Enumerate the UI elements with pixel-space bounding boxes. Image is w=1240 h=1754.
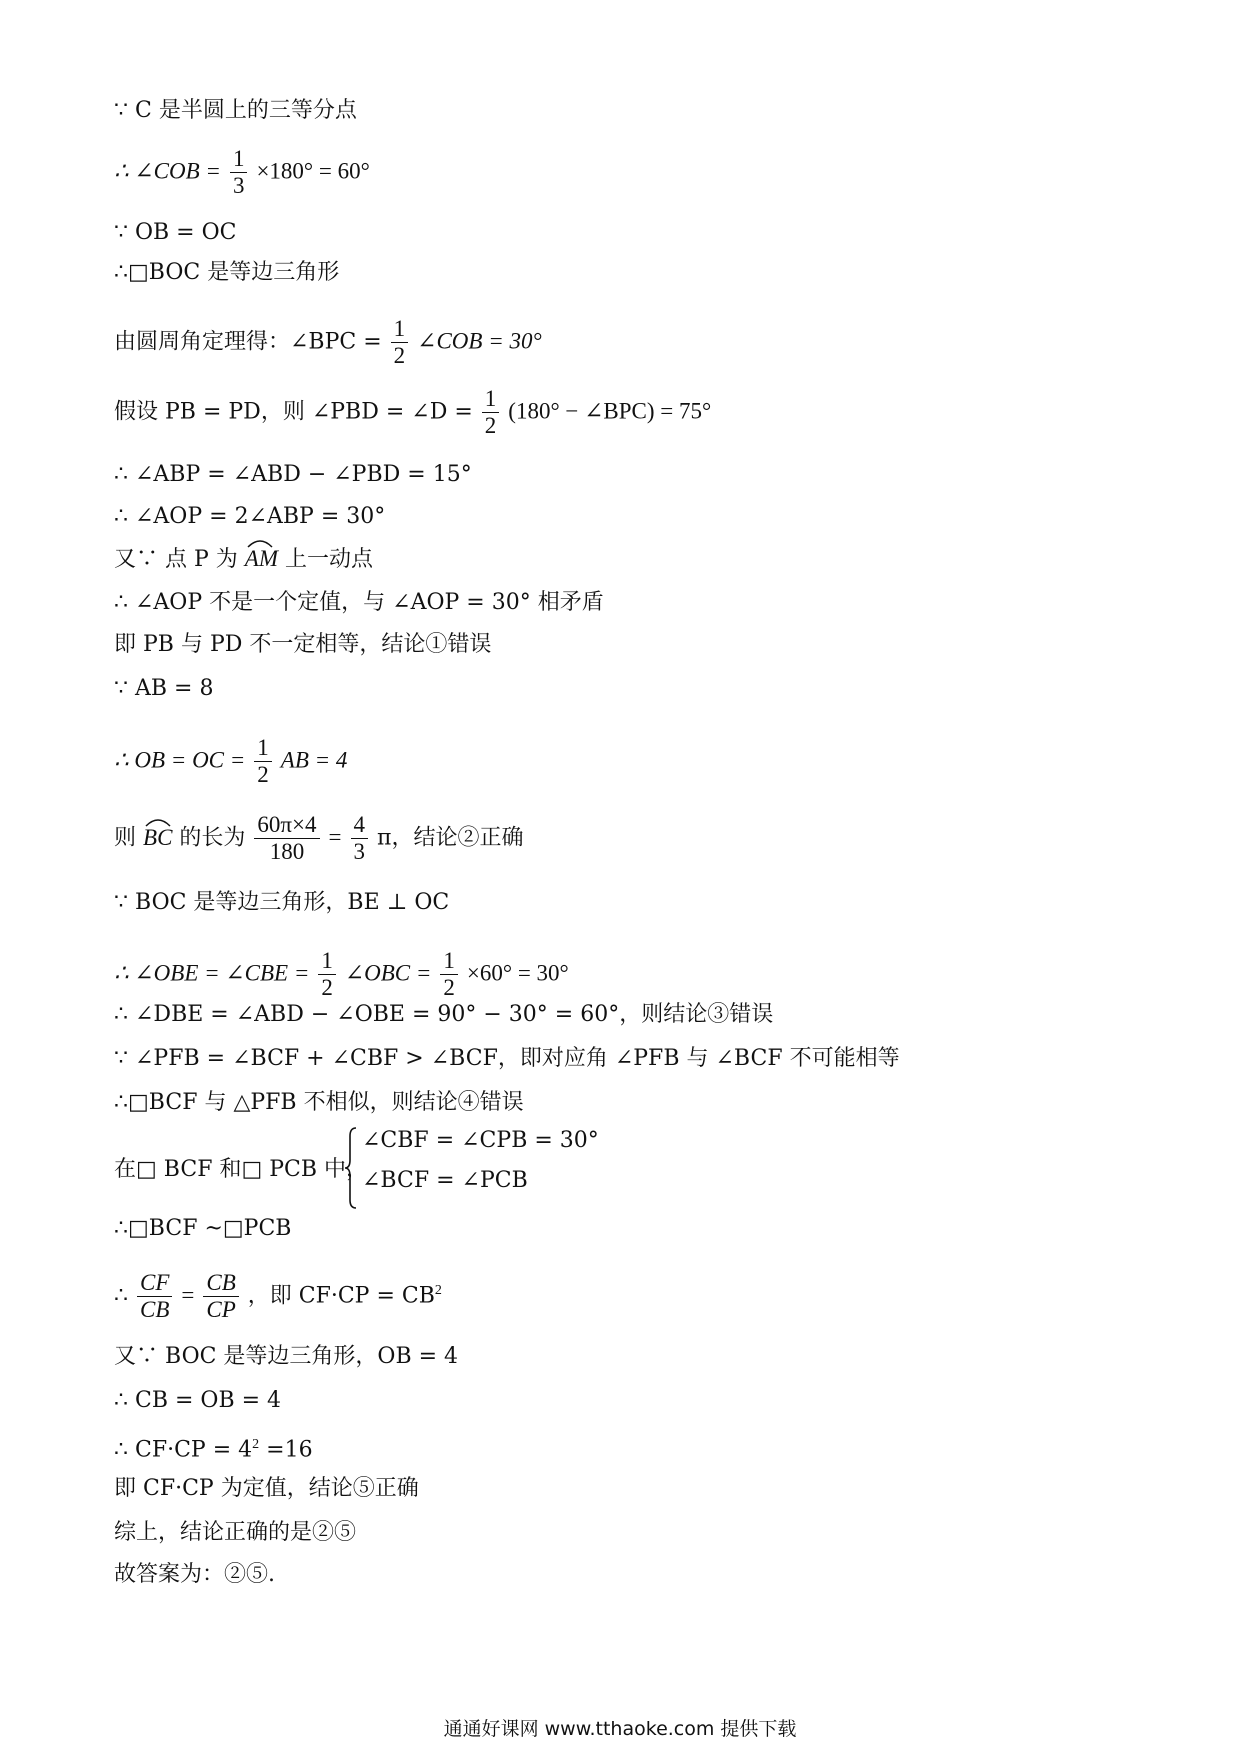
superscript-two: 2: [252, 1437, 260, 1452]
equals-sign: =: [328, 824, 342, 850]
line-angle-dbe: ∴ ∠DBE = ∠ABD − ∠OBE = 90° − 30° = 60°，则结论③错误: [114, 1002, 774, 1027]
line-similar-triangles: ∴□BCF ~□PCB: [114, 1216, 292, 1241]
fraction-one-third: [230, 146, 248, 199]
fraction-denominator: 2: [484, 413, 497, 438]
line-cb-ob-4: ∴ CB = OB = 4: [114, 1388, 282, 1413]
line-angle-abp: ∴ ∠ABP = ∠ABD − ∠PBD = 15°: [114, 462, 472, 487]
arc-label: BC: [143, 824, 173, 850]
fraction-denominator: CP: [206, 1297, 236, 1322]
line-boc-equilateral: ∴□BOC 是等边三角形: [114, 260, 340, 285]
moving-point-lhs: 又∵ 点 P 为: [114, 547, 238, 572]
fraction-denominator: 2: [393, 343, 406, 368]
fraction-numerator: 1: [482, 386, 500, 413]
fraction-numerator: 1: [440, 948, 458, 975]
equals-sign: =: [181, 1282, 195, 1308]
inscribed-angle-lhs: 由圆周角定理得：∠BPC =: [114, 329, 382, 355]
ob-oc-rhs: AB = 4: [280, 747, 348, 773]
system-equation-1: ∠CBF = ∠CPB = 30°: [362, 1128, 599, 1153]
system-label: 在□ BCF 和□ PCB 中，: [114, 1157, 369, 1182]
superscript-two: 2: [434, 1283, 442, 1299]
line-be-perp-oc: ∵ BOC 是等边三角形，BE ⊥ OC: [114, 890, 450, 915]
arc-length-prefix: 则: [114, 825, 137, 851]
line-ob-4: 又∵ BOC 是等边三角形，OB = 4: [114, 1344, 459, 1369]
arc-length-result: π，结论②正确: [377, 825, 524, 851]
line-proportion: [114, 1270, 442, 1323]
fraction-numerator: 1: [230, 146, 248, 173]
arc-length-text: 的长为: [179, 825, 246, 851]
fraction-denominator: 2: [321, 975, 333, 1000]
line-arc-length: [114, 812, 523, 865]
fraction-one-half: [254, 735, 272, 788]
angle-cob-lhs: ∴ ∠COB =: [114, 158, 221, 184]
fraction-one-half: [440, 948, 458, 1001]
arc-label: AM: [244, 546, 279, 571]
line-conclusion-5: 即 CF·CP 为定值，结论⑤正确: [114, 1476, 419, 1501]
line-summary: 综上，结论正确的是②⑤: [114, 1520, 357, 1545]
line-assume-pb-pd: [114, 386, 711, 439]
fraction-numerator: 1: [318, 948, 336, 975]
cf-cp-rhs: =16: [259, 1437, 313, 1463]
arc-am: [245, 544, 278, 574]
line-ob-oc: ∵ OB = OC: [114, 220, 237, 245]
therefore-symbol: ∴: [114, 1283, 128, 1309]
line-angle-pfb: ∵ ∠PFB = ∠BCF + ∠CBF > ∠BCF，即对应角 ∠PFB 与 ∠BCF 不可能相等: [114, 1046, 900, 1071]
fraction-denominator: CB: [140, 1297, 170, 1322]
angle-obc-text: ∠OBC =: [344, 960, 432, 986]
angle-obe-rhs: ×60° = 30°: [466, 960, 569, 986]
fraction-denominator: 180: [269, 839, 305, 864]
line-cf-cp-16: [114, 1430, 313, 1465]
fraction-arc-formula: [254, 812, 319, 865]
inscribed-angle-rhs: ∠COB = 30°: [417, 328, 542, 354]
fraction-cb-cp: [203, 1270, 238, 1323]
arc-bc: [143, 823, 172, 853]
fraction-one-half: [318, 948, 336, 1001]
fraction-one-half: [482, 386, 500, 439]
arc-mark-icon: [247, 538, 273, 548]
fraction-cf-cb: [137, 1270, 172, 1323]
line-contradiction: ∴ ∠AOP 不是一个定值，与 ∠AOP = 30° 相矛盾: [114, 590, 604, 615]
fraction-denominator: 2: [443, 975, 455, 1000]
angle-cob-rhs: ×180° = 60°: [256, 158, 370, 184]
left-brace-icon: [344, 1126, 358, 1210]
line-inscribed-angle: [114, 316, 542, 369]
line-ob-oc-4: [114, 735, 347, 788]
line-not-similar: ∴□BCF 与 △PFB 不相似，则结论④错误: [114, 1090, 524, 1115]
line-angle-obe: [114, 948, 569, 1001]
ob-oc-lhs: ∴ OB = OC =: [114, 747, 246, 773]
line-p-moving-point: [114, 544, 373, 575]
fraction-numerator: CB: [203, 1270, 238, 1297]
line-angle-cob: [114, 146, 370, 199]
fraction-one-half: [391, 316, 409, 369]
line-c-trisection: ∵ C 是半圆上的三等分点: [114, 98, 357, 123]
line-answer: 故答案为：②⑤.: [114, 1562, 275, 1587]
arc-mark-icon: [145, 817, 171, 827]
system-equation-2: ∠BCF = ∠PCB: [362, 1168, 528, 1193]
proportion-result: ，即 CF·CP = CB: [247, 1283, 435, 1309]
angle-obe-lhs: ∴ ∠OBE = ∠CBE =: [114, 960, 310, 986]
fraction-denominator: 3: [232, 173, 245, 198]
line-conclusion-1: 即 PB 与 PD 不一定相等，结论①错误: [114, 632, 492, 657]
footer-watermark: 通通好课网 www.tthaoke.com 提供下载: [443, 1718, 797, 1740]
fraction-denominator: 2: [257, 762, 269, 787]
assume-rhs: (180° − ∠BPC) = 75°: [508, 398, 712, 424]
fraction-numerator: 1: [391, 316, 409, 343]
line-angle-aop: ∴ ∠AOP = 2∠ABP = 30°: [114, 504, 386, 529]
cf-cp-lhs: ∴ CF·CP = 4: [114, 1437, 253, 1463]
fraction-numerator: 4: [351, 812, 369, 839]
fraction-numerator: CF: [137, 1270, 172, 1297]
assume-lhs: 假设 PB = PD，则 ∠PBD = ∠D =: [114, 399, 473, 425]
fraction-four-thirds: [351, 812, 369, 865]
moving-point-rhs: 上一动点: [285, 547, 374, 572]
fraction-denominator: 3: [353, 839, 365, 864]
fraction-numerator: 1: [254, 735, 272, 762]
line-ab-8: ∵ AB = 8: [114, 676, 214, 701]
fraction-numerator: 60π×4: [254, 812, 319, 839]
